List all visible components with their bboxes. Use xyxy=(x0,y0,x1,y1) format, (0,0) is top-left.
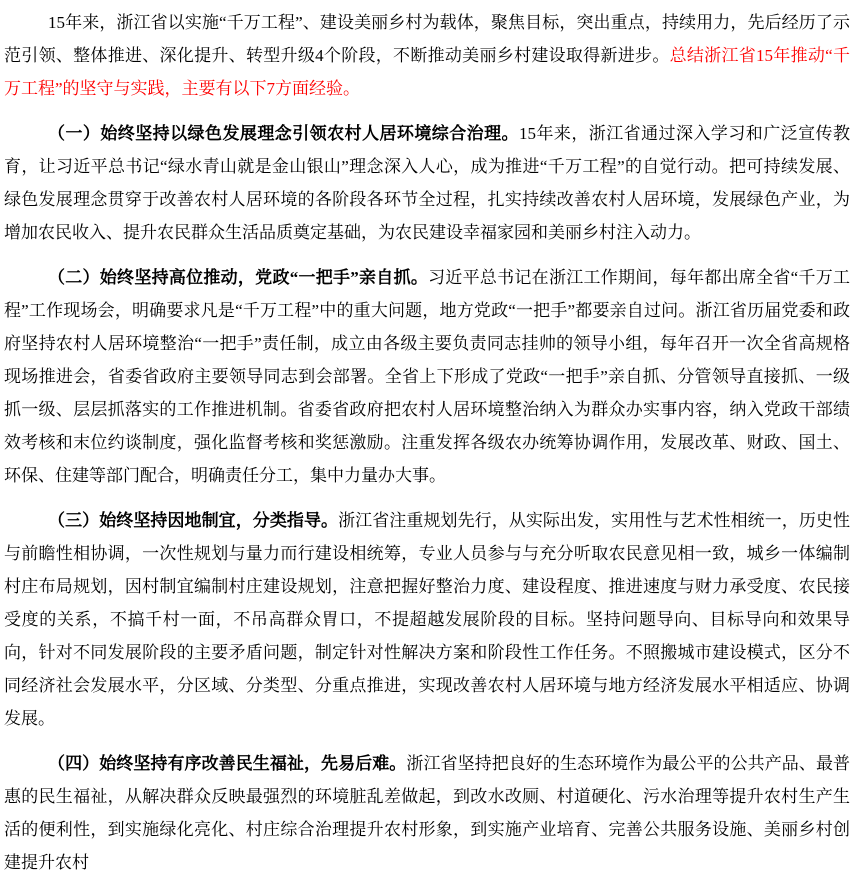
paragraph xyxy=(4,261,850,492)
paragraph xyxy=(4,747,850,879)
text-segment: 15年来，浙江省通过深入学习和广泛宣传教育，让习近平总书记“绿水青山就是金山银山”理念深入人心，成为推进“千万工程”的自觉行动。把可持续发展、绿色发展理念贯穿于改善农村人居环境的各阶段各环节全过程，扎实持续改善农村人居环境，发展绿色产业，为增加农民收入、提升农民群众生活品质奠定基础，为农民建设幸福家园和美丽乡村注入动力。 xyxy=(4,124,850,242)
text-segment: （四）始终坚持有序改善民生福祉，先易后难。 xyxy=(48,754,407,773)
text-segment: 浙江省坚持把良好的生态环境作为最公平的公共产品、最普惠的民生福祉，从解决群众反映最强烈的环境脏乱差做起，到改水改厕、村道硬化、污水治理等提升农村生产生活的便利性，到实施绿化亮化、村庄综合治理提升农村形象，到实施产业培育、完善公共服务设施、美丽乡村创建提升农村 xyxy=(4,754,851,872)
text-segment: （二）始终坚持高位推动，党政“一把手”亲自抓。 xyxy=(48,268,429,287)
paragraph xyxy=(4,6,850,105)
text-segment: 15年来，浙江省以实施“千万工程”、建设美丽乡村为载体，聚焦目标，突出重点，持续用力，先后经历了示范引领、整体推进、深化提升、转型升级4个阶段，不断推动美丽乡村建设取得新进步。 xyxy=(4,13,850,65)
text-segment: （三）始终坚持因地制宜，分类指导。 xyxy=(48,511,339,530)
text-segment: 习近平总书记在浙江工作期间，每年都出席全省“千万工程”工作现场会，明确要求凡是“千万工程”中的重大问题，地方党政“一把手”都要亲自过问。浙江省历届党委和政府坚持农村人居环境整治“一把手”责任制，成立由各级主要负责同志挂帅的领导小组，每年召开一次全省高规格现场推进会，省委省政府主要领导同志到会部署。全省上下形成了党政“一把手”亲自抓、分管领导直接抓、一级抓一级、层层抓落实的工作推进机制。省委省政府把农村人居环境整治纳入为群众办实事内容，纳入党政干部绩效考核和末位约谈制度，强化监督考核和奖惩激励。注重发挥各级农办统筹协调作用，发展改革、财政、国土、环保、住建等部门配合，明确责任分工，集中力量办大事。 xyxy=(4,268,850,485)
document-body xyxy=(4,6,850,879)
paragraph xyxy=(4,504,850,735)
paragraph xyxy=(4,117,850,249)
text-segment: 总结浙江省15年推动“千万工程”的坚守与实践，主要有以下7方面经验。 xyxy=(4,46,851,98)
text-segment: 浙江省注重规划先行，从实际出发，实用性与艺术性相统一，历史性与前瞻性相协调，一次性规划与量力而行建设相统筹，专业人员参与与充分听取农民意见相一致，城乡一体编制村庄布局规划，因村制宜编制村庄建设规划，注意把握好整治力度、建设程度、推进速度与财力承受度、农民接受度的关系，不搞千村一面，不吊高群众胃口，不提超越发展阶段的目标。坚持问题导向、目标导向和效果导向，针对不同发展阶段的主要矛盾问题，制定针对性解决方案和阶段性工作任务。不照搬城市建设模式，区分不同经济社会发展水平，分区域、分类型、分重点推进，实现改善农村人居环境与地方经济发展水平相适应、协调发展。 xyxy=(4,511,850,728)
text-segment: （一）始终坚持以绿色发展理念引领农村人居环境综合治理。 xyxy=(48,124,519,143)
